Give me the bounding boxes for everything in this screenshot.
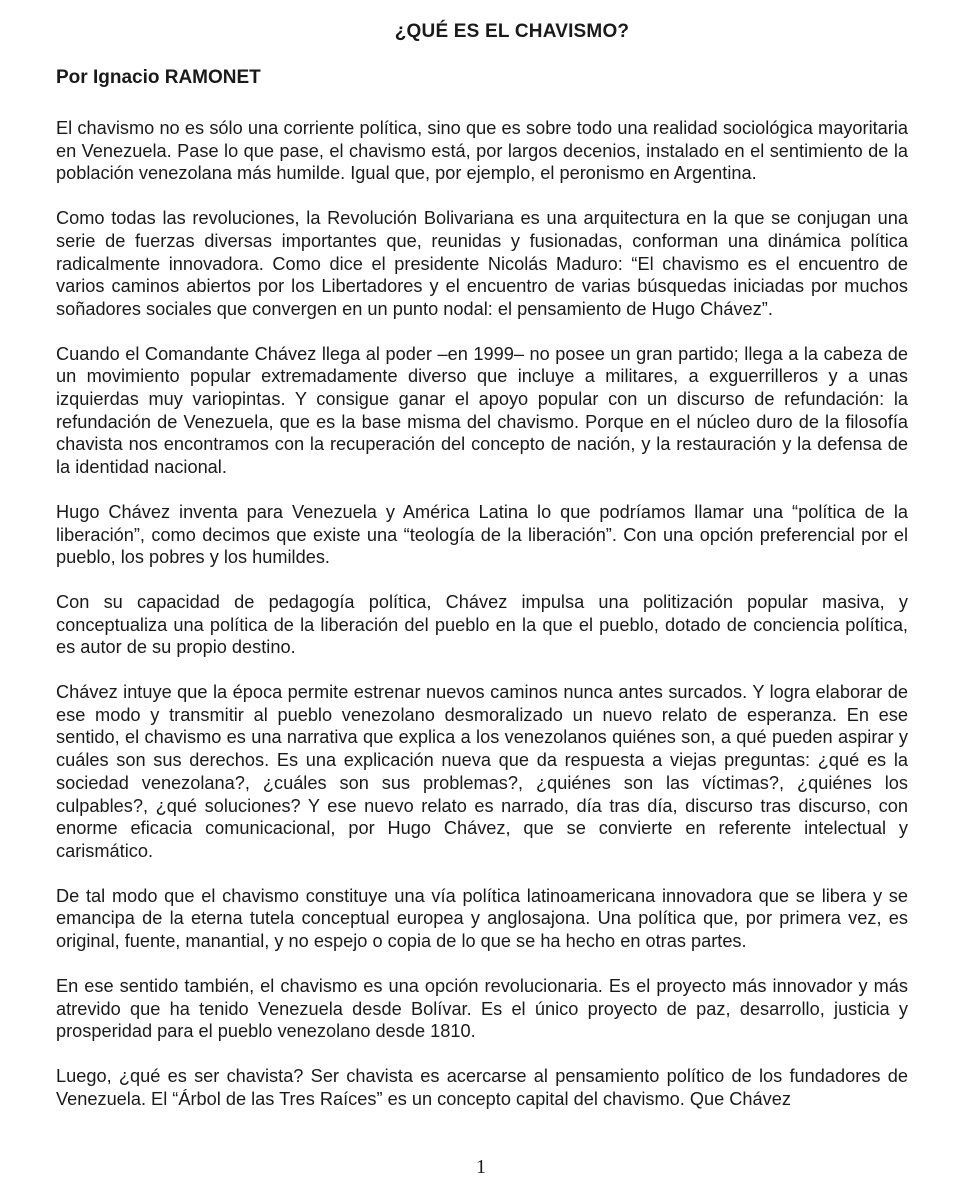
author-byline: Por Ignacio RAMONET (56, 67, 261, 88)
paragraph-1: El chavismo no es sólo una corriente política, sino que es sobre todo una realidad sociológica mayoritaria en Venezuela. Pase lo que pase, el chavismo está, por largos decenios, instalado en el sentimiento de la población venezolana más humilde. Igual que, por ejemplo, el peronismo en Argentina. (56, 118, 908, 184)
page-number: 1 (476, 1156, 486, 1178)
document-page (56, 18, 908, 1110)
paragraph-4: Hugo Chávez inventa para Venezuela y América Latina lo que podríamos llamar una “política de la liberación”, como decimos que existe una “teología de la liberación”. Con una opción preferencial por el pueblo, los pobres y los humildes. (56, 501, 908, 568)
paragraph-2: Como todas las revoluciones, la Revolución Bolivariana es una arquitectura en la que se conjugan una serie de fuerzas diversas importantes que, reunidas y fusionadas, conforman una dinámica política radicalmente innovadora. Como dice el presidente Nicolás Maduro: “El chavismo es el encuentro de varios caminos abiertos por los Libertadores y el encuentro de varias búsquedas iniciadas por muchos soñadores sociales que convergen en un punto nodal: el pensamiento de Hugo Chávez”. (56, 208, 908, 319)
document-title: ¿QUÉ ES EL CHAVISMO? (394, 21, 630, 42)
paragraph-9: Luego, ¿qué es ser chavista? Ser chavista es acercarse al pensamiento político de los fundadores de Venezuela. El “Árbol de las Tres Raíces” es un concepto capital del chavismo. Que Chávez (56, 1065, 908, 1109)
paragraph-5: Con su capacidad de pedagogía política, Chávez impulsa una politización popular masiva, y conceptualiza una política de la liberación del pueblo en la que el pueblo, dotado de conciencia política, es autor de su propio destino. (56, 591, 908, 658)
paragraph-3: Cuando el Comandante Chávez llega al poder –en 1999– no posee un gran partido; llega a la cabeza de un movimiento popular extremadamente diverso que incluye a militares, a exguerrilleros y a unas izquierdas muy variopintas. Y consigue ganar el apoyo popular con un discurso de refundación: la refundación de Venezuela, que es la base misma del chavismo. Porque en el núcleo duro de la filosofía chavista nos encontramos con la recuperación del concepto de nación, y la restauración y la defensa de la identidad nacional. (56, 343, 908, 478)
paragraph-8: En ese sentido también, el chavismo es una opción revolucionaria. Es el proyecto más innovador y más atrevido que ha tenido Venezuela desde Bolívar. Es el único proyecto de paz, desarrollo, justicia y prosperidad para el pueblo venezolano desde 1810. (56, 975, 908, 1042)
paragraph-6: Chávez intuye que la época permite estrenar nuevos caminos nunca antes surcados. Y logra elaborar de ese modo y transmitir al pueblo venezolano desmoralizado un nuevo relato de esperanza. En ese sentido, el chavismo es una narrativa que explica a los venezolanos quiénes son, a qué pueden aspirar y cuáles son sus derechos. Es una explicación nueva que da respuesta a viejas preguntas: ¿qué es la sociedad venezolana?, ¿cuáles son sus problemas?, ¿quiénes son las víctimas?, ¿quiénes los culpables?, ¿qué soluciones? Y ese nuevo relato es narrado, día tras día, discurso tras discurso, con enorme eficacia comunicacional, por Hugo Chávez, que se convierte en referente intelectual y carismático. (56, 682, 908, 861)
paragraph-7: De tal modo que el chavismo constituye una vía política latinoamericana innovadora que se libera y se emancipa de la eterna tutela conceptual europea y anglosajona. Una política que, por primera vez, es original, fuente, manantial, y no espejo o copia de lo que se ha hecho en otras partes. (56, 885, 908, 952)
